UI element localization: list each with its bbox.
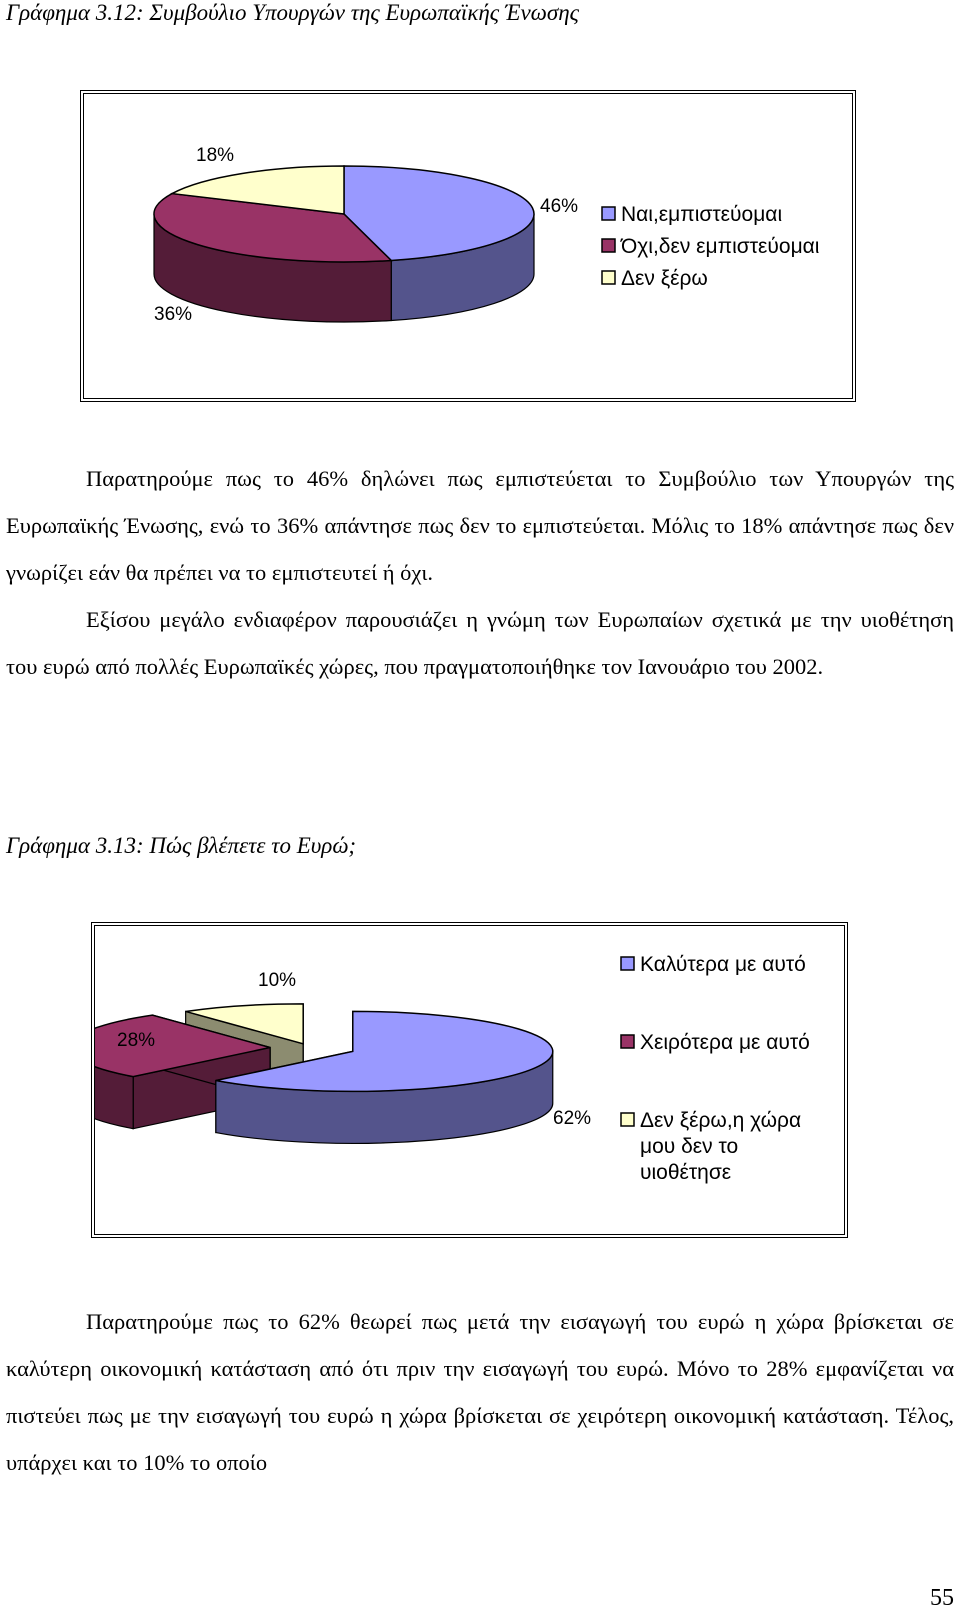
chart1-legend-label: Ναι,εμπιστεύομαι [621,203,783,226]
chart2-data-label: 10% [258,970,297,991]
chart2-data-label: 28% [117,1030,156,1051]
chart1-legend-swatch [602,271,615,284]
chart2-legend-label: υιοθέτησε [640,1161,732,1184]
chart1-legend-label: Όχι,δεν εμπιστεύομαι [621,235,820,258]
paragraph-1-b: Εξίσου μεγάλο ενδιαφέρον παρουσιάζει η γνώμη των Ευρωπαίων σχετικά με την υιοθέτηση του ευρώ από πολλές Ευρωπαϊκές χώρες, που πραγματοποιήθηκε τον Ιανουάριο του 2002. [6,607,954,679]
chart1-data-label: 36% [154,304,193,325]
chart2-frame [91,922,848,1238]
chart1-pie [84,94,860,406]
chart1-caption: Γράφημα 3.12: Συμβούλιο Υπουργών της Ευρωπαϊκής Ένωσης [6,0,580,25]
chart1-legend-swatch [602,207,615,220]
chart2-legend-label: Δεν ξέρω,η χώρα [640,1109,802,1132]
paragraph-2 [6,1298,954,1486]
paragraph-1 [6,455,954,690]
chart1-frame [80,90,856,402]
chart1-data-label: 46% [540,196,579,217]
chart2-legend-swatch [621,1113,634,1126]
chart2-legend-label: Χειρότερα με αυτό [640,1031,810,1054]
chart1-legend-label: Δεν ξέρω [621,267,708,290]
paragraph-1-a: Παρατηρούμε πως το 46% δηλώνει πως εμπιστεύεται το Συμβούλιο των Υπουργών της Ευρωπαϊκής Ένωσης, ενώ το 36% απάντησε πως δεν το εμπιστεύεται. Μόλις το 18% απάντησε πως δεν γνωρίζει εάν θα πρέπει να το εμπιστευτεί ή όχι. [6,466,954,585]
chart2-legend-swatch [621,957,634,970]
chart1-data-label: 18% [196,145,235,166]
chart2-data-label: 62% [553,1108,592,1129]
page-number: 55 [930,1585,954,1611]
paragraph-2-text: Παρατηρούμε πως το 62% θεωρεί πως μετά την εισαγωγή του ευρώ η χώρα βρίσκεται σε καλύτερη οικονομική κατάσταση από ότι πριν την εισαγωγή του ευρώ. Μόνο το 28% εμφανίζεται να πιστεύει πως με την εισαγωγή του ευρώ η χώρα βρίσκεται σε χειρότερη οικονομική κατάσταση. Τέλος, υπάρχει και το 10% το οποίο [6,1309,954,1475]
chart2-caption: Γράφημα 3.13: Πώς βλέπετε το Ευρώ; [6,833,357,858]
chart2-legend-label: μου δεν το [640,1135,739,1158]
chart1-legend-swatch [602,239,615,252]
chart1-tops [154,166,534,262]
chart2-pie [95,926,852,1242]
chart2-legend-label: Καλύτερα με αυτό [640,953,806,976]
chart2-legend-swatch [621,1035,634,1048]
